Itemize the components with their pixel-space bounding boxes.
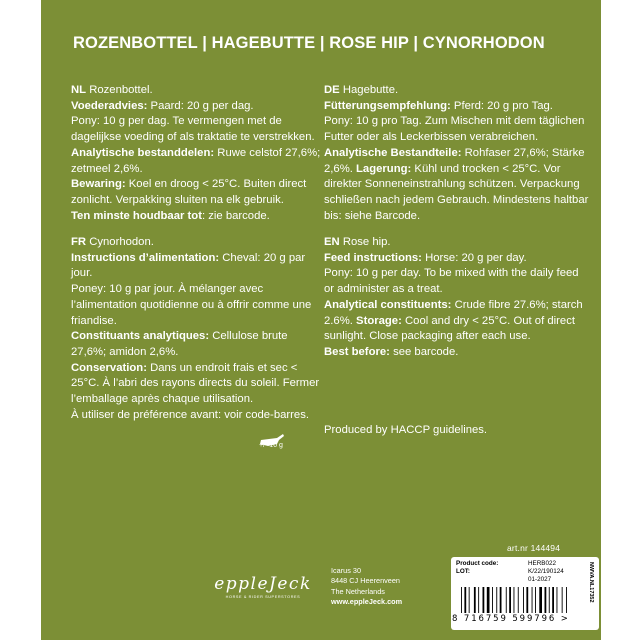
analysis-text: Crude fibre 27.6%; starch 2.6%. <box>324 298 583 327</box>
best-before-label: Best before: <box>324 345 390 358</box>
barcode-bar <box>474 587 476 613</box>
barcode-bar <box>562 587 563 613</box>
feed-label: Feed instructions: <box>324 251 422 264</box>
barcode-bar <box>535 587 536 613</box>
analysis-label: Analytische Bestandteile: <box>324 146 462 159</box>
registration-number: NWVA.NL17352 <box>588 562 594 603</box>
feed-text: Pferd: 20 g pro Tag. <box>453 99 553 112</box>
logo-tagline: HORSE & RIDER SUPERSTORES <box>225 595 301 599</box>
address-country: The Netherlands <box>331 586 385 596</box>
barcode-bar <box>539 587 542 613</box>
product-code-row <box>456 560 557 567</box>
barcode-bar <box>518 587 519 613</box>
barcode-bar <box>500 587 502 613</box>
storage-text: Kühl und trocken < 25°C. Vor direkter Sonneneinstrahlung schützen. Verpackung schließen nach jedem Gebrauch. Mindestens haltbar bis: siehe Barcode. <box>324 162 589 222</box>
analysis-label: Analytical constituents: <box>324 298 452 311</box>
address-city: 8448 CJ Heerenveen <box>331 576 400 586</box>
storage-text: Koel en droog < 25°C. Buiten direct zonlicht. Verpakking sluiten na elk gebruik. <box>71 178 307 206</box>
barcode-bar <box>523 587 524 613</box>
product-name: Hagebutte. <box>342 84 399 96</box>
barcode-bar <box>469 587 470 613</box>
lang-code: NL <box>71 84 87 96</box>
section-en <box>324 235 589 361</box>
analysis-text: Cellulose brute 27,6%; amidon 2,6%. <box>71 330 288 358</box>
article-number: art.nr 144494 <box>507 543 561 553</box>
feed-text: Paard: 20 g per dag. <box>150 99 254 112</box>
feed-text-pony: Pony: 10 g per dag. Te vermengen met de dagelijkse voeding of als traktatie te verstrekken. <box>71 115 315 144</box>
barcode-bar <box>487 587 490 613</box>
barcode-bar <box>552 587 554 613</box>
analysis-text: Ruwe celstof 27,6%; zetmeel 2,6%. <box>71 146 321 175</box>
section-de <box>324 83 589 224</box>
website-link[interactable]: www.eppleJeck.com <box>331 597 403 607</box>
storage-text: Dans un endroit frais et sec < 25°C. À l’abri des rayons directs du soleil. Fermer l’emballage après chaque utilisation. <box>71 361 320 406</box>
product-back-panel <box>41 0 601 640</box>
best-before-label: Ten minste houdbaar tot <box>71 209 202 222</box>
product-name: Rozenbottel. <box>89 84 153 96</box>
best-before-text: À utiliser de préférence avant: voir code-barres. <box>71 408 309 421</box>
lang-code: FR <box>71 236 87 248</box>
barcode-bar <box>464 587 466 613</box>
lot-row <box>456 568 564 575</box>
barcode-number: 8 716759 599796 > <box>452 614 570 624</box>
storage-label: Bewaring: <box>71 178 126 191</box>
feed-label: Instructions d’alimentation: <box>71 251 220 264</box>
product-label <box>451 557 599 630</box>
product-name: Cynorhodon. <box>89 236 154 248</box>
barcode-bar <box>492 587 493 613</box>
lot-label: LOT: <box>456 568 470 575</box>
feed-text: Horse: 20 g per day. <box>425 251 527 264</box>
feed-label: Voederadvies: <box>71 99 148 112</box>
product-code-value: HERB022 <box>528 560 557 567</box>
barcode-bar <box>545 587 547 613</box>
feed-text: Cheval: 20 g par jour. <box>71 251 306 280</box>
barcode-bar <box>532 587 533 613</box>
best-before-text: see barcode. <box>393 345 459 358</box>
barcode-bar <box>506 587 507 613</box>
barcode-bar <box>478 587 479 613</box>
address-street: Icarus 30 <box>331 566 362 575</box>
storage-label: Conservation: <box>71 361 147 374</box>
feed-label: Fütterungsempfehlung: <box>324 99 451 112</box>
barcode-bar <box>557 587 558 613</box>
product-name: Rose hip. <box>342 236 391 248</box>
feed-text-pony: Poney: 10 g par jour. À mélanger avec l’alimentation quotidienne ou à offrir comme une friandise. <box>71 283 312 327</box>
lot-value: K/22/190124 <box>528 568 564 575</box>
barcode-bar <box>549 587 550 613</box>
barcode-bar <box>566 587 567 613</box>
barcode-bar <box>514 587 515 613</box>
barcode-bar <box>509 587 511 613</box>
brand-logo <box>211 574 315 599</box>
scoop-label: +/- 10 g <box>259 442 283 449</box>
product-code-label: Product code: <box>456 560 499 567</box>
lang-code: DE <box>324 84 340 96</box>
barcode-bar <box>483 587 485 613</box>
analysis-label: Constituants analytiques: <box>71 330 210 343</box>
section-nl <box>71 83 321 224</box>
haccp-note: Produced by HACCP guidelines. <box>324 424 488 436</box>
barcode-bar <box>526 587 528 613</box>
expiry-date: 01-2027 <box>528 576 552 583</box>
page-title: ROZENBOTTEL | HAGEBUTTE | ROSE HIP | CYNORHODON <box>73 34 545 52</box>
storage-text: Cool and dry < 25°C. Out of direct sunlight. Close packaging after each use. <box>324 314 575 343</box>
analysis-label: Analytische bestanddelen: <box>71 146 215 159</box>
logo-wordmark: eppleJeck <box>214 574 312 594</box>
feed-text-pony: Pony: 10 g per day. To be mixed with the daily feed or administer as a treat. <box>324 267 579 296</box>
lang-code: EN <box>324 236 340 248</box>
barcode-bar <box>496 587 497 613</box>
storage-label: Storage: <box>356 314 402 327</box>
analysis-text: Rohfaser 27,6%; Stärke 2,6%. <box>324 146 585 175</box>
barcode-bar <box>461 587 462 613</box>
company-address <box>331 566 402 608</box>
best-before-text: : zie barcode. <box>201 209 270 222</box>
storage-label: Lagerung: <box>356 162 412 175</box>
feed-text-pony: Pony: 10 g pro Tag. Zum Mischen mit dem täglichen Futter oder als Leckerbissen verabreichen. <box>324 115 585 144</box>
section-fr <box>71 235 321 423</box>
